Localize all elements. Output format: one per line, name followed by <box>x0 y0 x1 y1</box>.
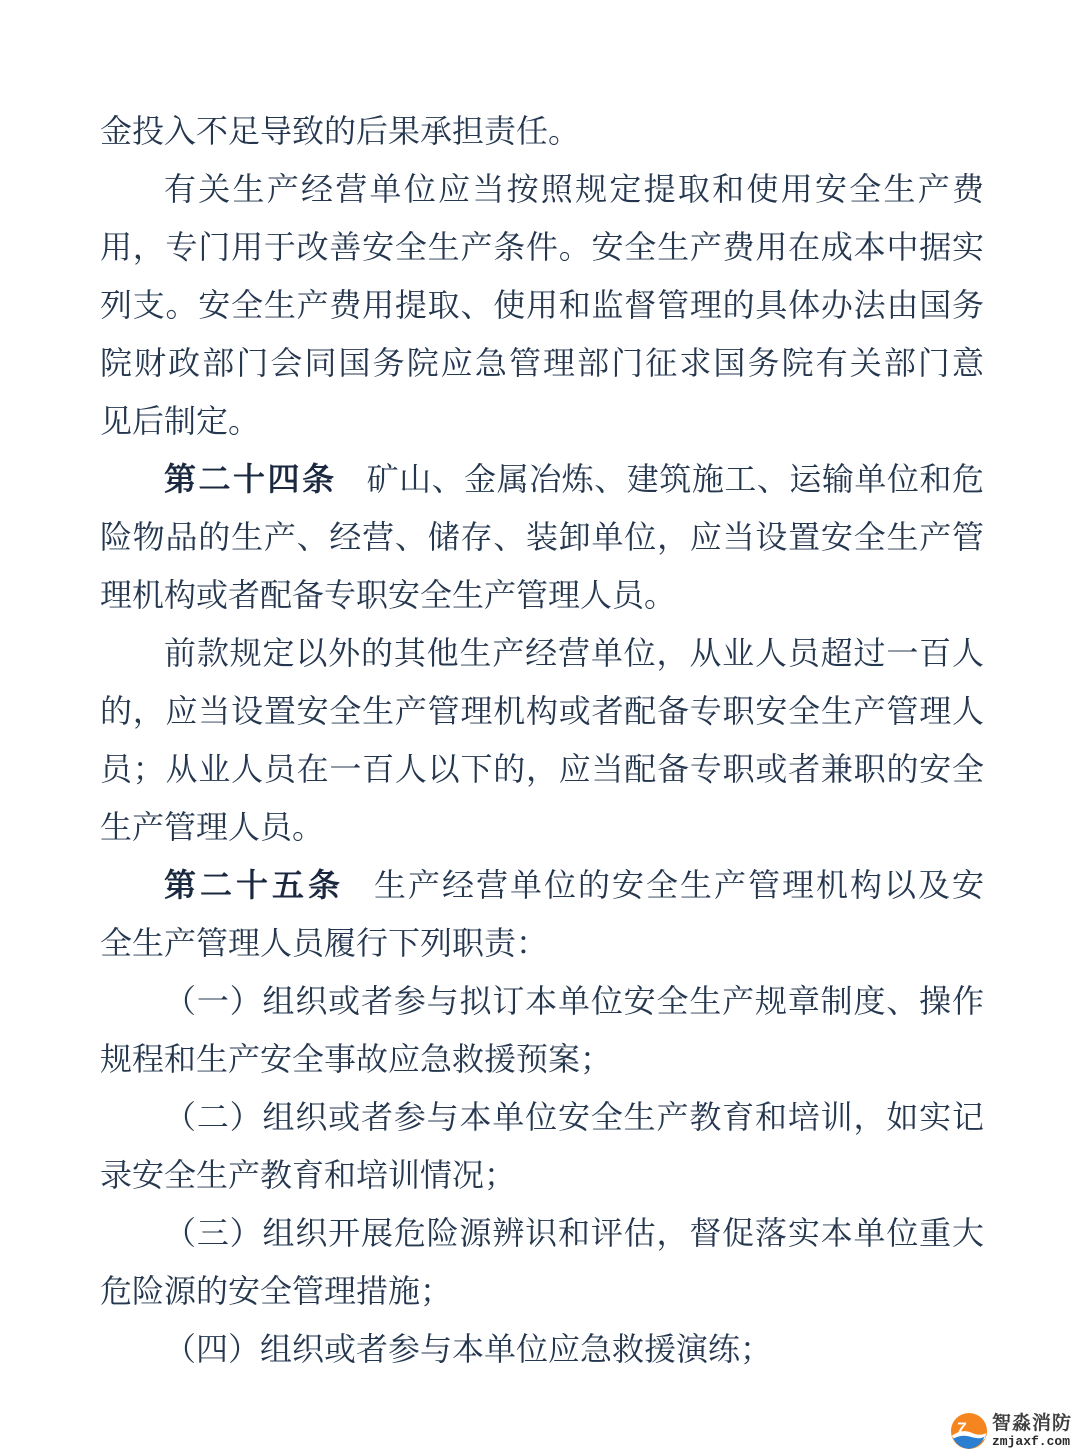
line-text: （一）组织或者参与拟订本单位安全生产规章制度、操作 <box>164 983 984 1019</box>
brand-name: 智淼消防 <box>991 1413 1072 1434</box>
text-line <box>100 1204 984 1262</box>
brand-url: zmjaxf.com <box>991 1434 1070 1449</box>
text-line <box>100 508 984 566</box>
text-line <box>100 624 984 682</box>
line-text: 金投入不足导致的后果承担责任。 <box>100 113 581 149</box>
line-text: 员；从业人员在一百人以下的，应当配备专职或者兼职的安全 <box>100 751 984 787</box>
line-text: （二）组织或者参与本单位安全生产教育和培训，如实记 <box>164 1099 984 1135</box>
text-line <box>100 160 984 218</box>
line-text: 前款规定以外的其他生产经营单位，从业人员超过一百人 <box>164 635 984 671</box>
line-text: （四）组织或者参与本单位应急救援演练； <box>164 1331 773 1367</box>
logo-glyph-7: 7 <box>956 1419 966 1438</box>
text-line <box>100 914 984 972</box>
text-line <box>100 1146 984 1204</box>
line-text: 院财政部门会同国务院应急管理部门征求国务院有关部门意 <box>100 345 984 381</box>
text-line <box>100 450 984 508</box>
line-text: 危险源的安全管理措施； <box>100 1273 453 1309</box>
text-line <box>100 218 984 276</box>
line-text: 见后制定。 <box>100 403 261 439</box>
line-text: 录安全生产教育和培训情况； <box>100 1157 517 1193</box>
text-line <box>100 972 984 1030</box>
line-text: 生产经营单位的安全生产管理机构以及安 <box>374 867 984 903</box>
line-text: 的，应当设置安全生产管理机构或者配备专职安全生产管理人 <box>100 693 984 729</box>
text-line <box>100 682 984 740</box>
text-line <box>100 334 984 392</box>
article-number: 第二十五条 <box>164 867 344 903</box>
watermark-text <box>992 1414 1072 1448</box>
text-line <box>100 276 984 334</box>
line-text: （三）组织开展危险源辨识和评估，督促落实本单位重大 <box>164 1215 984 1251</box>
line-text: 险物品的生产、经营、储存、装卸单位，应当设置安全生产管 <box>100 519 984 555</box>
text-line <box>100 1088 984 1146</box>
text-line <box>100 102 984 160</box>
text-line <box>100 856 984 914</box>
text-line <box>100 1030 984 1088</box>
line-text: 生产管理人员。 <box>100 809 325 845</box>
line-text: 全生产管理人员履行下列职责： <box>100 925 549 961</box>
line-text: 理机构或者配备专职安全生产管理人员。 <box>100 577 677 613</box>
article-number: 第二十四条 <box>164 461 337 497</box>
text-line <box>100 1262 984 1320</box>
brand-logo-icon <box>950 1412 988 1450</box>
text-line <box>100 392 984 450</box>
line-text: 矿山、金属冶炼、建筑施工、运输单位和危 <box>366 461 984 497</box>
line-text: 列支。安全生产费用提取、使用和监督管理的具体办法由国务 <box>100 287 984 323</box>
line-text: 规程和生产安全事故应急救援预案； <box>100 1041 613 1077</box>
text-line <box>100 798 984 856</box>
text-line <box>100 1320 984 1378</box>
document-body <box>100 102 984 1378</box>
text-line <box>100 566 984 624</box>
text-line <box>100 740 984 798</box>
line-text: 用，专门用于改善安全生产条件。安全生产费用在成本中据实 <box>100 229 984 265</box>
line-text: 有关生产经营单位应当按照规定提取和使用安全生产费 <box>164 171 984 207</box>
site-watermark <box>950 1412 1072 1450</box>
